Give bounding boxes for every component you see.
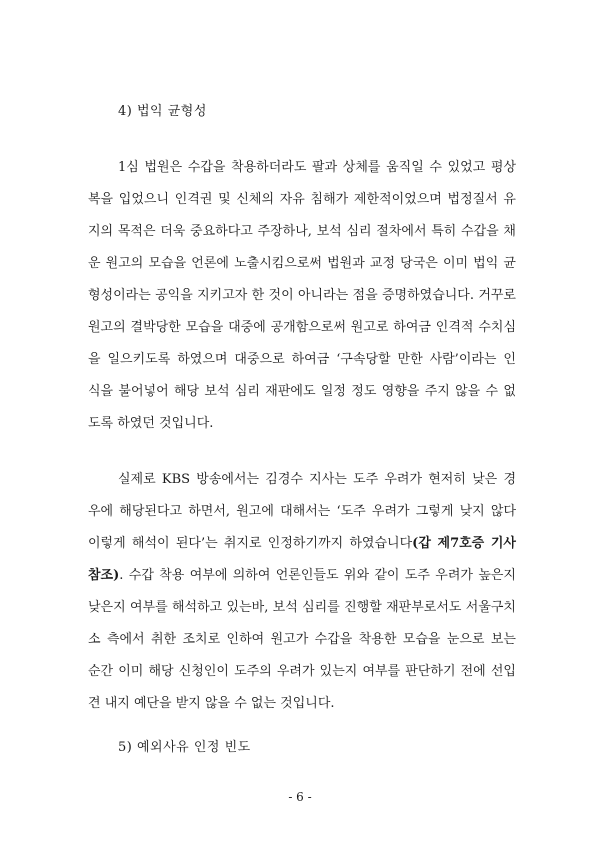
paragraph-line: 1심 법원은 수갑을 착용하더라도 팔과 상체를 움직일 수 있었고 평상 xyxy=(118,160,516,175)
paragraph-line: 운 원고의 모습을 언론에 노출시킴으로써 법원과 교정 당국은 이미 법익 균 xyxy=(88,256,516,271)
paragraph-line xyxy=(88,566,516,586)
evidence-reference-end: 참조) xyxy=(88,568,120,583)
paragraph-line: 견 내지 예단을 받지 않을 수 없는 것입니다. xyxy=(88,696,335,711)
paragraph-line: 도록 하였던 것입니다. xyxy=(88,416,214,431)
paragraph-line: 낮은지 여부를 해석하고 있는바, 보석 심리를 진행할 재판부로서도 서울구치 xyxy=(88,600,516,615)
paragraph-line: 형성이라는 공익을 지키고자 한 것이 아니라는 점을 증명하였습니다. 거꾸로 xyxy=(88,288,516,303)
paragraph-line: 식을 불어넣어 해당 보석 심리 재판에도 일정 정도 영향을 주지 않을 수 없 xyxy=(88,384,516,399)
paragraph-line: 우에 해당된다고 하면서, 원고에 대해서는 ‘도주 우려가 그렇게 낮지 않다 xyxy=(88,504,516,519)
line-text: 이렇게 해석이 된다’는 취지로 인정하기까지 하였습니다 xyxy=(88,536,413,551)
section-heading-5: 5) 예외사유 인정 빈도 xyxy=(118,740,251,755)
paragraph-line: 원고의 결박당한 모습을 대중에 공개함으로써 원고로 하여금 인격적 수치심 xyxy=(88,320,516,335)
paragraph-line: 순간 이미 해당 신청인이 도주의 우려가 있는지 여부를 판단하기 전에 선입 xyxy=(88,664,516,679)
paragraph-line: 복을 입었으니 인격권 및 신체의 자유 침해가 제한적이었으며 법정질서 유 xyxy=(88,192,516,207)
section-heading-4: 4) 법익 균형성 xyxy=(118,104,207,119)
paragraph-line: 을 일으키도록 하였으며 대중으로 하여금 ‘구속당할 만한 사람’이라는 인 xyxy=(88,352,516,367)
paragraph-line: 지의 목적은 더욱 중요하다고 주장하나, 보석 심리 절차에서 특히 수갑을 채 xyxy=(88,224,516,239)
page-number: - 6 - xyxy=(288,790,312,804)
paragraph-line: 실제로 KBS 방송에서는 김경수 지사는 도주 우려가 현저히 낮은 경 xyxy=(118,472,516,487)
paragraph-line: 소 측에서 취한 조치로 인하여 원고가 수갑을 착용한 모습을 눈으로 보는 xyxy=(88,632,516,647)
paragraph-line xyxy=(88,534,516,554)
line-text: . 수갑 착용 여부에 의하여 언론인들도 위와 같이 도주 우려가 높은지 xyxy=(119,568,516,583)
evidence-reference: (갑 제7호증 기사 xyxy=(412,536,516,551)
